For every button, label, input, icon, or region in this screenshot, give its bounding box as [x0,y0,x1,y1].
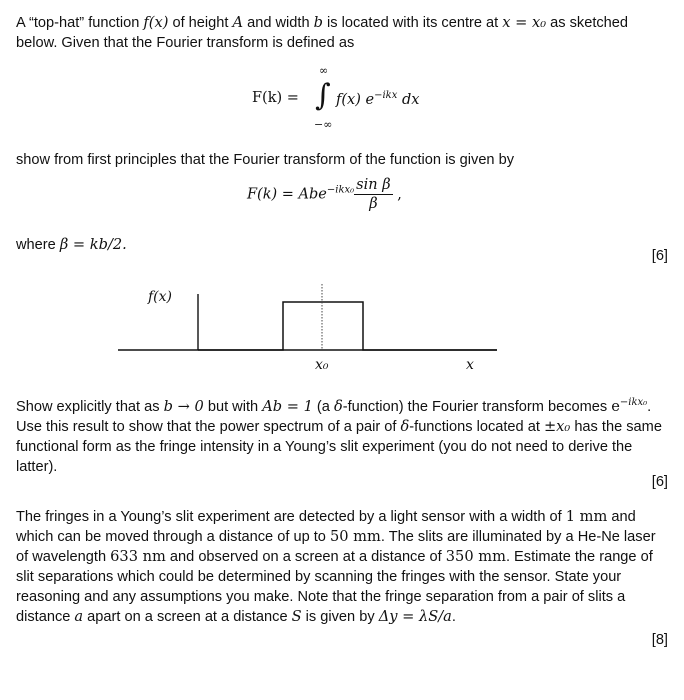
x-axis-label: x [466,357,474,373]
x0-tick-label: x₀ [315,357,329,373]
beta-def: β = kb/2. [59,236,127,253]
height-A: A [232,14,244,31]
integral-lower-limit: −∞ [314,118,333,131]
top-hat-curve [198,302,497,350]
q2-marks: [6] [651,474,668,490]
eq-fourier-integrand: f(x) $e^{-ikx}$ dx [336,90,420,108]
eq-fourier-lhs: F(k) = [252,90,299,106]
q1-where: where β = kb/2. [16,236,127,253]
f-of-x: f(x) [143,14,169,31]
q1-show-text: show from first principles that the Fourier transform of the function is given by [16,152,515,168]
q1-marks: [6] [651,248,668,264]
f-axis-label: f(x) [148,289,173,305]
q2-text: Show explicitly that as b → 0 but with Ab = 1 (a δ-function) the Fourier transform becomes $e^{-ikx_0}$. Use this result to show that the power spectrum of a pair of δ-functions located at ±x₀ has the same functional form as the fringe intensity in a Young’s slit experiment (you do not need to derive the latter). [16,397,662,475]
q3-text: The fringes in a Young’s slit experiment are detected by a light sensor with a width of 1 mm and which can be moved through a distance of up to 50 mm. The slits are illuminated by a He-Ne laser of wavelength 633 nm and observed on a screen at a distance of 350 mm. Estimate the range of slit separations which could be determined by scanning the fringes with the sensor. State your reasoning and any assumptions you make. Note that the fringe separation from a pair of slits a distance a apart on a screen at a distance S is given by Δy = λS/a. [16,508,656,625]
integral-upper-limit: ∞ [319,64,329,77]
integral-sign: ∫ [315,78,331,113]
width-b: b [313,14,323,31]
centre-x0: x = x₀ [502,14,547,31]
eq-result: F(k) = Abe$^{-ikx_0}$ $\frac{\text{sin β}}{\beta}$ , [247,177,402,212]
sinc-fraction: $\frac{\text{sin β}}{\beta}$ [356,177,391,212]
q1-intro: A “top-hat” function f(x) of height A and width b is located with its centre at x = x₀ as sketched below. Given that the Fourier transform is defined as [16,14,629,51]
q3-marks: [8] [651,632,668,648]
